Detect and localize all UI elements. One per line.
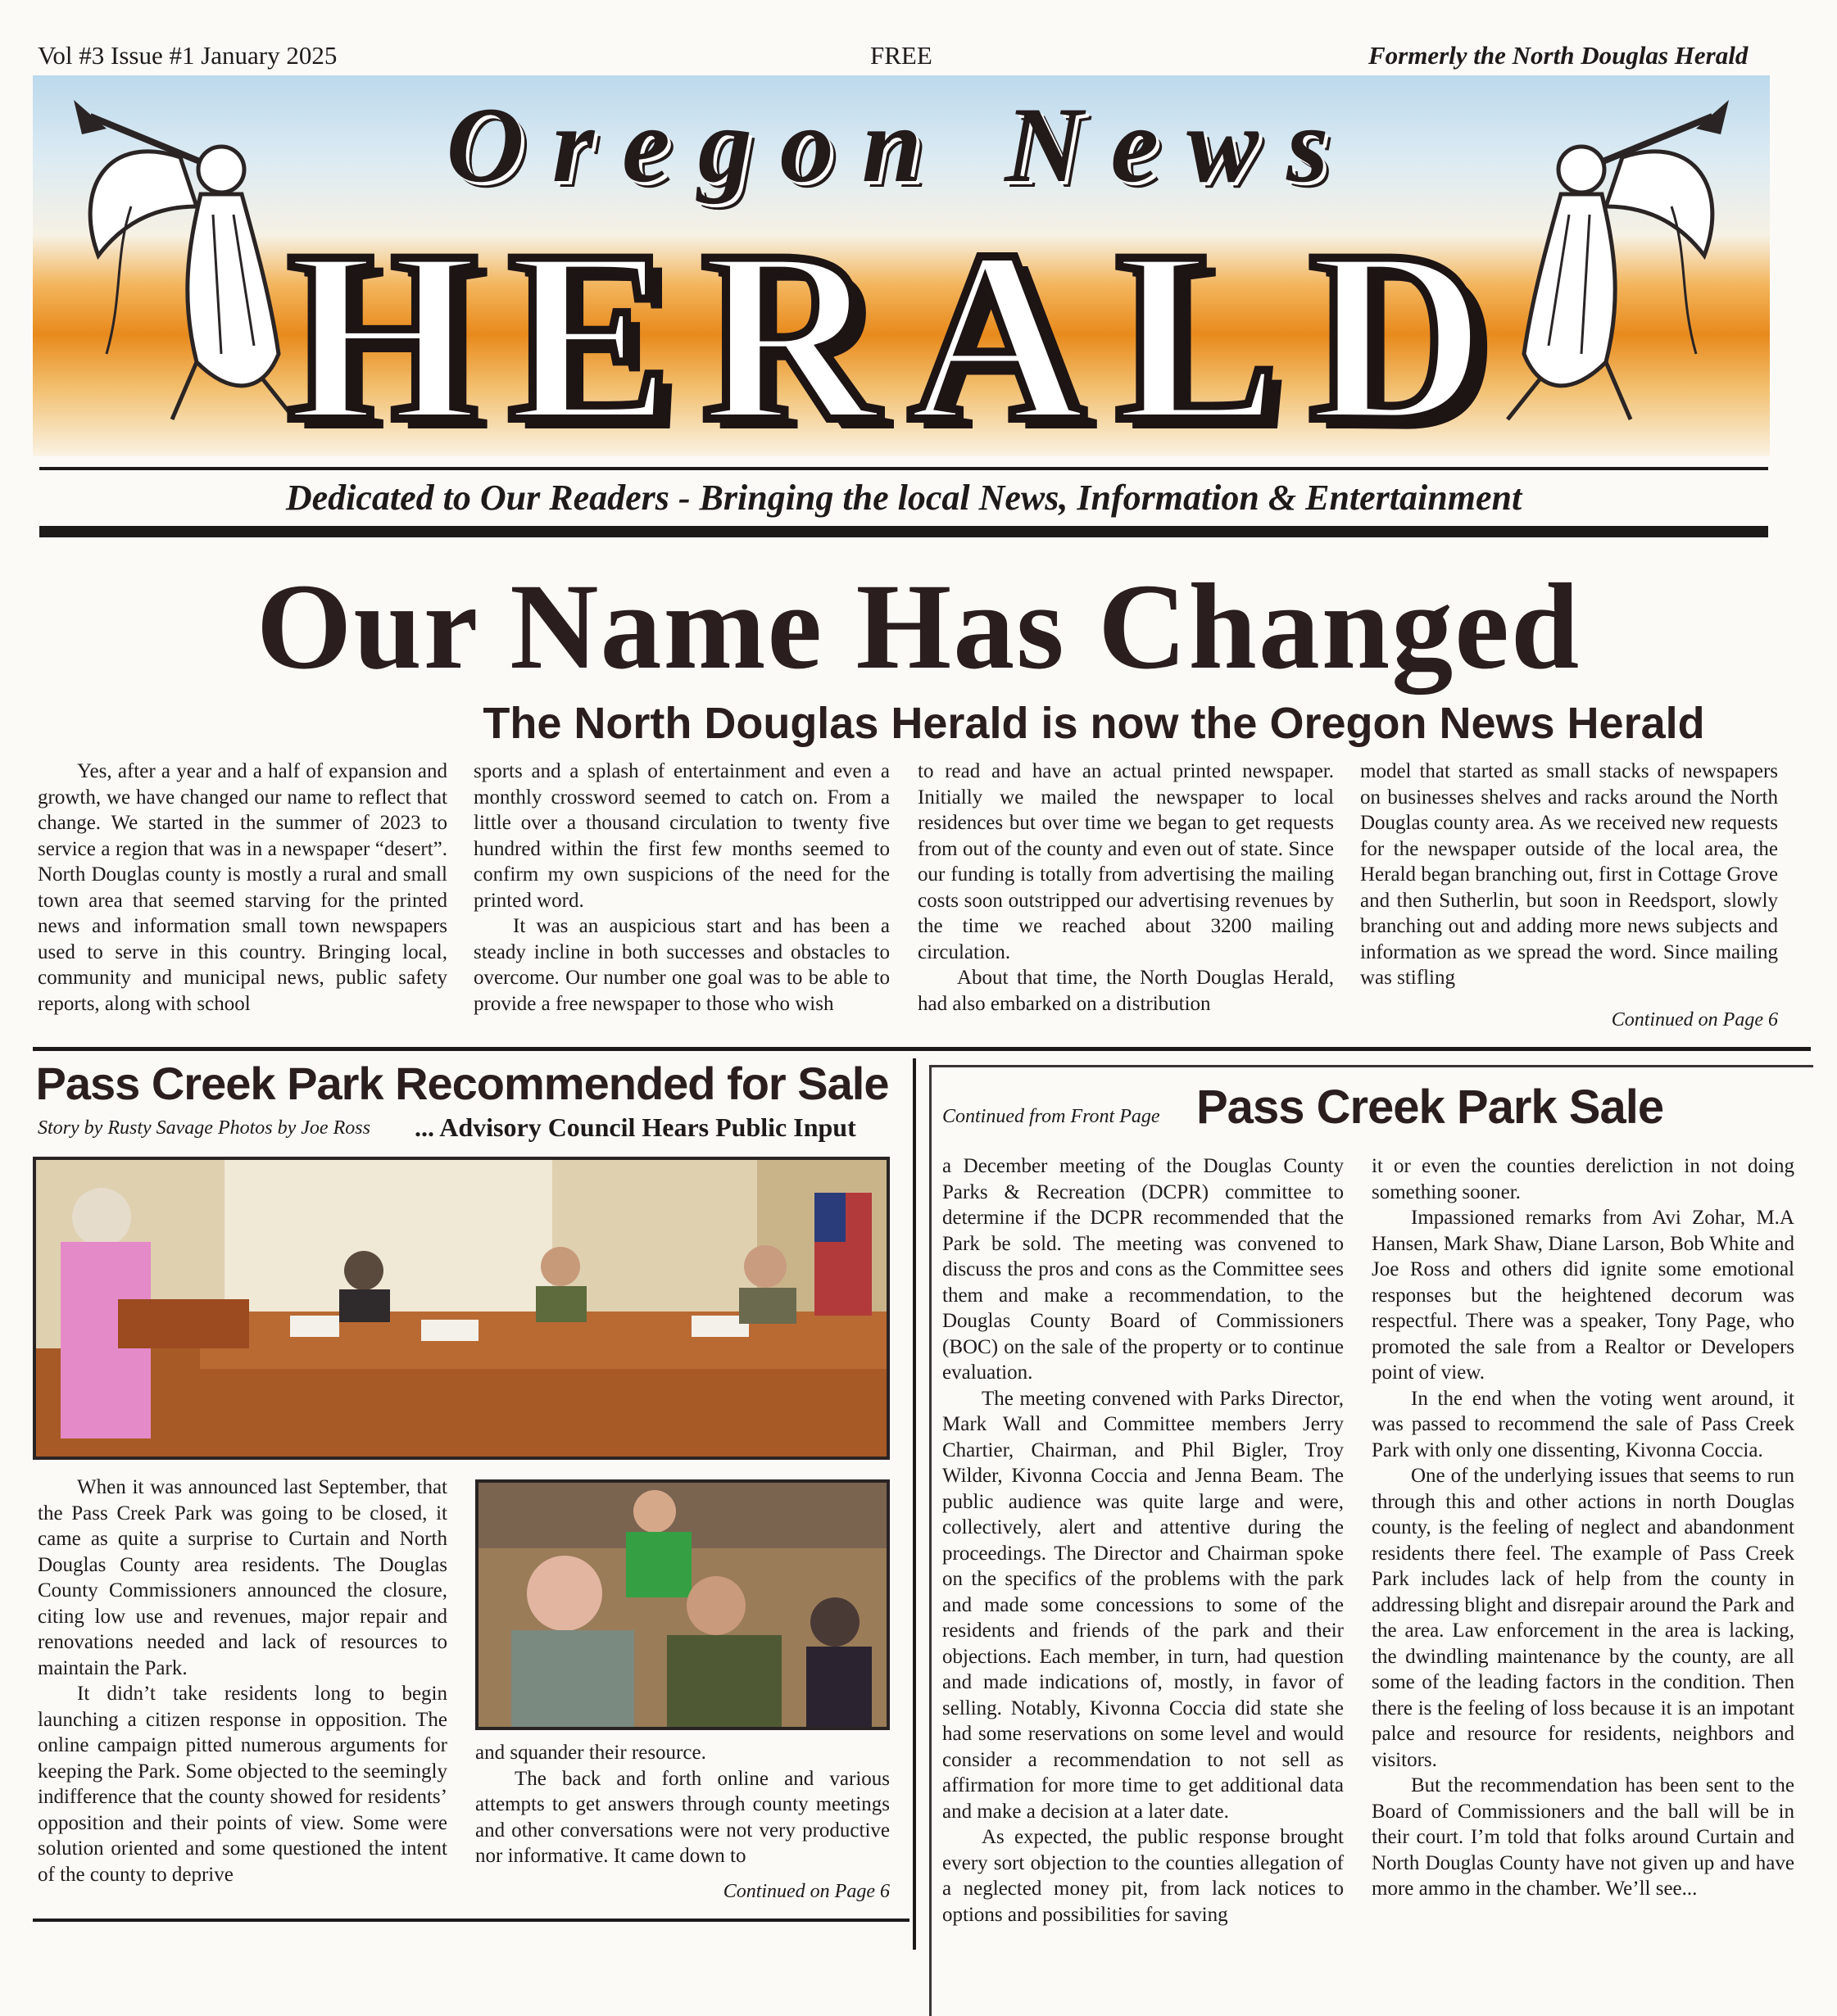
lead-column-1 bbox=[38, 759, 447, 1029]
paragraph: Impassioned remarks from Avi Zohar, M.A Hansen, Mark Shaw, Diane Larson, Bob White and Joe Ross and others did ignite some emotional responses but the heightened decorum was respectful. There was a speaker, Tony Page, who promoted the sale from a Realtor or Developers point of view. bbox=[1372, 1207, 1794, 1384]
audience-photo bbox=[475, 1479, 890, 1730]
paragraph: a December meeting of the Douglas County Parks & Recreation (DCPR) committee to determine if the DCPR recommended that the Park be sold. The meeting was convened to discuss the pros and cons as the Committee sees them and make a recommendation, to the Douglas County Board of Commissioners (BOC) on the sale of the property or to continue evaluation. bbox=[942, 1155, 1344, 1384]
paragraph: One of the underlying issues that seems to run through this and other actions in north Douglas county, is the feeling of neglect and abandonment residents there feel. The example of Pass Creek Park includes lack of help from the county in addressing blight and disrepair around the Park and the area. Law enforcement in the area is lacking, the dwindling maintenance by the county, are all some of the leading factors in the condition. Then there is the feeling of loss because it is an impotant palce and resource for residents, neighbors and visitors. bbox=[1372, 1465, 1794, 1771]
masthead-tagline: Dedicated to Our Readers - Bringing the local News, Information & Entertainment bbox=[285, 478, 1522, 518]
park-sale-column-2 bbox=[1372, 1153, 1794, 1989]
issue-info: Vol #3 Issue #1 January 2025 bbox=[38, 41, 338, 70]
masthead-rule-thick bbox=[39, 526, 1768, 537]
council-meeting-photo bbox=[33, 1157, 890, 1460]
paragraph: and squander their resource. bbox=[475, 1742, 706, 1764]
paragraph: But the recommendation has been sent to the Board of Commissioners and the ball will be in their court. I’m told that folks around Curtain and North Douglas County have not given up and have more ammo in the chamber. We’ll see... bbox=[1372, 1774, 1794, 1900]
paragraph: Yes, after a year and a half of expansion and growth, we have changed our name to reflect that change. We started in the summer of 2023 to service a region that was in a newspaper “desert”. North Douglas county is mostly a rural and small town area that seemed starving for the printed news and information small town newspapers used to serve in this country. Bringing local, community and municipal news, public safety reports, along with school bbox=[38, 760, 447, 1015]
park-story-title: Pass Creek Park Recommended for Sale bbox=[35, 1058, 889, 1109]
masthead-rule bbox=[39, 467, 1768, 470]
lead-headline: Our Name Has Changed bbox=[256, 559, 1581, 695]
continued-label: Continued on Page 6 bbox=[1611, 1009, 1778, 1031]
paragraph: It was an auspicious start and has been a steady incline in both successes and obstacles to overcome. Our number one goal was to be able to provide a free newspaper to those who wish bbox=[474, 915, 890, 1015]
park-story-byline: Story by Rusty Savage Photos by Joe Ross bbox=[38, 1117, 370, 1139]
bottom-rule bbox=[33, 1919, 909, 1922]
paragraph: The back and forth online and various attempts to get answers through county meetings and other conversations were not very productive nor informative. It came down to bbox=[475, 1767, 890, 1867]
paragraph: It didn’t take residents long to begin launching a citizen response in opposition. The online campaign pitted numerous arguments for keeping the Park. Some objected to the seemingly indifference that the county showed for residents’ opposition and their points of view. Some were solution oriented and some questioned the intent of the county to deprive bbox=[38, 1683, 447, 1886]
masthead-main-word: HERALD bbox=[287, 200, 1516, 456]
lead-column-4 bbox=[1360, 759, 1778, 1004]
section-rule bbox=[33, 1047, 1811, 1051]
park-story-column-2 bbox=[475, 1740, 890, 1876]
paragraph: model that started as small stacks of newspapers on businesses shelves and racks around the North Douglas county area. As we received new requests for the newspaper outside of the local area, the Herald began branching out, first in Cottage Grove and then Sutherlin, but soon in Reedsport, slowly branching out and adding more news subjects and information as we spread the word. Since mailing was stifling bbox=[1360, 760, 1778, 989]
park-sale-title: Pass Creek Park Sale bbox=[1196, 1080, 1664, 1134]
lead-column-2 bbox=[474, 759, 890, 1029]
paragraph: to read and have an actual printed newspaper. Initially we mailed the newspaper to local residences but over time we began to get requests from out of the county and even out of state. Since our funding is totally from advertising the mailing costs soon outstripped our advertising revenues by the time we reached about 3200 mailing circulation. bbox=[918, 760, 1334, 963]
paragraph: sports and a splash of entertainment and even a monthly crossword seemed to catch on. From a little over a thousand circulation to twenty five hundred within the first few months seemed to confirm my own suspicions of the need for the printed word. bbox=[474, 760, 890, 912]
paragraph: As expected, the public response brought every sort objection to the counties allegation of a neglected money pit, from lack notices to options and possibilities for saving bbox=[942, 1826, 1344, 1926]
park-story-kicker: ... Advisory Council Hears Public Input bbox=[415, 1112, 856, 1142]
audience-illustration bbox=[479, 1483, 887, 1727]
park-story-column-1 bbox=[38, 1475, 447, 1900]
continued-label: Continued on Page 6 bbox=[723, 1881, 890, 1902]
lead-subheadline: The North Douglas Herald is now the Oregon News Herald bbox=[483, 699, 1705, 748]
column-rule bbox=[913, 1058, 916, 1950]
council-meeting-illustration bbox=[36, 1160, 887, 1457]
paragraph: About that time, the North Douglas Herald, had also embarked on a distribution bbox=[918, 967, 1334, 1015]
masthead bbox=[33, 75, 1770, 456]
formerly-label: Formerly the North Douglas Herald bbox=[1368, 41, 1749, 70]
paragraph: The meeting convened with Parks Director, Mark Wall and Committee members Jerry Chartier, Chairman, and Phil Bigler, Troy Wilder, Kivonna Coccia and Jenna Beam. The public audience was quite large and were, collectively, alert and attentive during the proceedings. The Director and Chairman spoke on the specifics of the problems with the park and made some concessions to some of the residents and friends of the park and their objections. Each member, in turn, had question and made indications of, mostly, in favor of selling. Notably, Kivonna Coccia did state she had some reservations on some level and would consider a recommendation to not sell as affirmation for more time to get additional data and make a decision at a later date. bbox=[942, 1387, 1344, 1823]
lead-column-3 bbox=[918, 759, 1334, 1029]
continued-from-label: Continued from Front Page bbox=[942, 1106, 1160, 1127]
paragraph: In the end when the voting went around, it was passed to recommend the sale of Pass Creek Park with only one dissenting, Kivonna Coccia. bbox=[1372, 1387, 1794, 1461]
park-sale-column-1 bbox=[942, 1153, 1344, 1989]
paragraph: When it was announced last September, that the Pass Creek Park was going to be closed, it came as quite a surprise to Curtain and North Douglas County area residents. The Douglas County Commissioners announced the closure, citing low use and revenues, major repair and renovations needed and lack of resources to maintain the Park. bbox=[38, 1476, 447, 1679]
masthead-top-word: Oregon News bbox=[446, 84, 1357, 205]
paragraph: it or even the counties dereliction in not doing something sooner. bbox=[1372, 1155, 1794, 1203]
price-label: FREE bbox=[870, 41, 932, 70]
